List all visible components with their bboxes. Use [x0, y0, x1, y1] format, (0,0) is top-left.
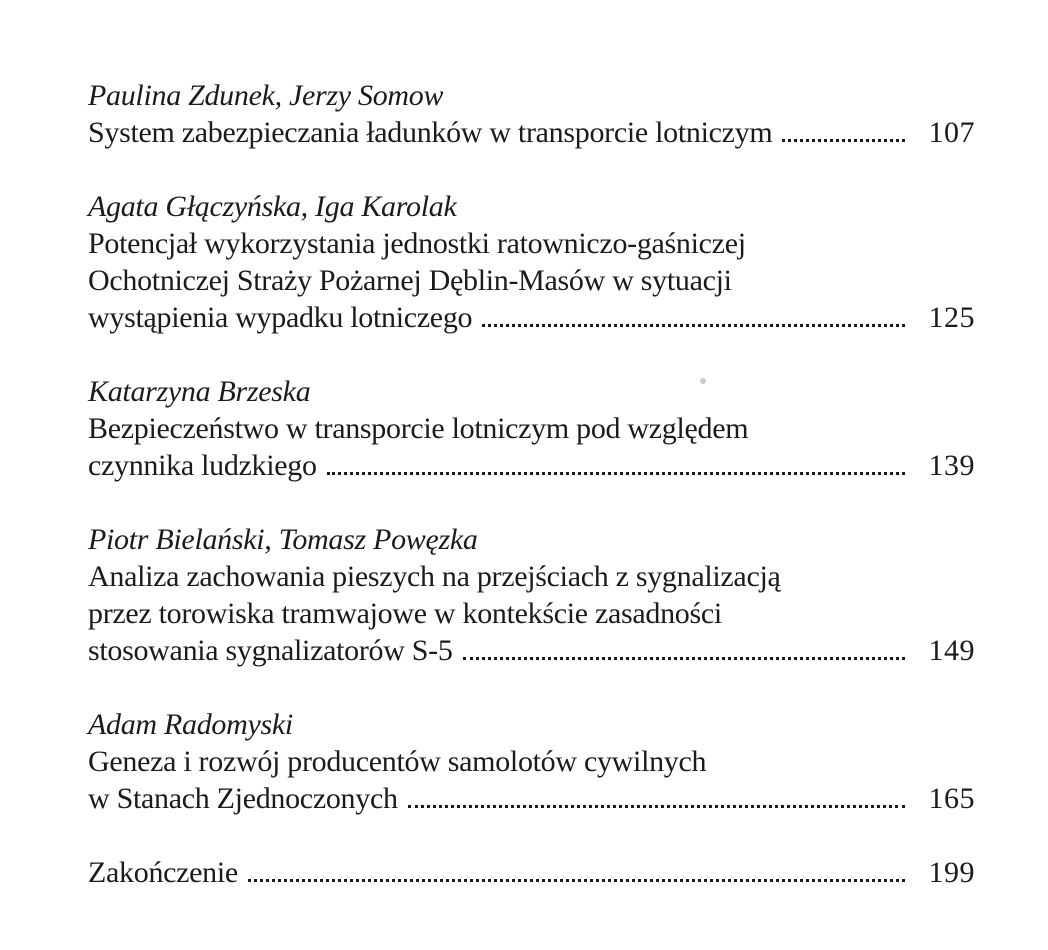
toc-entry	[88, 521, 975, 669]
entry-title-dotline	[88, 780, 975, 817]
closing-label: Zakończenie	[88, 856, 238, 889]
entry-title-dotline	[88, 854, 975, 891]
dot-leader	[248, 879, 905, 882]
page-number: 149	[928, 634, 975, 667]
entry-authors: Paulina Zdunek, Jerzy Somow	[88, 79, 444, 112]
entry-title-line: Ochotniczej Straży Pożarnej Dęblin-Masów w sytuacji	[88, 264, 732, 297]
toc-closing-entry	[88, 854, 975, 891]
toc-entry	[88, 373, 975, 484]
entry-title-dotline	[88, 114, 975, 151]
entry-title-dotline	[88, 299, 975, 336]
entry-title-line: System zabezpieczania ładunków w transporcie lotniczym	[88, 116, 773, 149]
entry-title-line: Analiza zachowania pieszych na przejściach z sygnalizacją	[88, 560, 781, 593]
entry-title-line: stosowania sygnalizatorów S-5	[88, 634, 453, 667]
toc-entry	[88, 706, 975, 817]
dot-leader	[482, 324, 904, 327]
dot-leader	[327, 472, 905, 475]
entry-title-line: Potencjał wykorzystania jednostki ratowniczo-gaśniczej	[88, 227, 746, 260]
page-number: 139	[928, 449, 975, 482]
entry-title-line: przez torowiska tramwajowe w kontekście zasadności	[88, 597, 722, 630]
toc-entry	[88, 188, 975, 336]
dot-leader	[463, 657, 905, 660]
entry-authors: Piotr Bielański, Tomasz Powęzka	[88, 523, 478, 556]
page-number: 165	[928, 782, 975, 815]
page-number: 125	[928, 301, 975, 334]
entry-authors: Katarzyna Brzeska	[88, 375, 311, 408]
entry-authors: Agata Głączyńska, Iga Karolak	[88, 190, 457, 223]
entry-authors: Adam Radomyski	[88, 708, 293, 741]
entry-title-dotline	[88, 632, 975, 669]
page-number: 199	[928, 856, 975, 889]
entry-title-line: wystąpienia wypadku lotniczego	[88, 301, 473, 334]
dot-leader	[782, 139, 904, 142]
entry-title-line: czynnika ludzkiego	[88, 449, 317, 482]
entry-title-line: Geneza i rozwój producentów samolotów cywilnych	[88, 745, 707, 778]
entry-title-line: w Stanach Zjednoczonych	[88, 782, 398, 815]
entry-title-dotline	[88, 447, 975, 484]
page-number: 107	[928, 116, 975, 149]
toc-entry	[88, 77, 975, 151]
scan-artifact-dot	[700, 378, 706, 384]
dot-leader	[408, 805, 905, 808]
entry-title-line: Bezpieczeństwo w transporcie lotniczym pod względem	[88, 412, 749, 445]
